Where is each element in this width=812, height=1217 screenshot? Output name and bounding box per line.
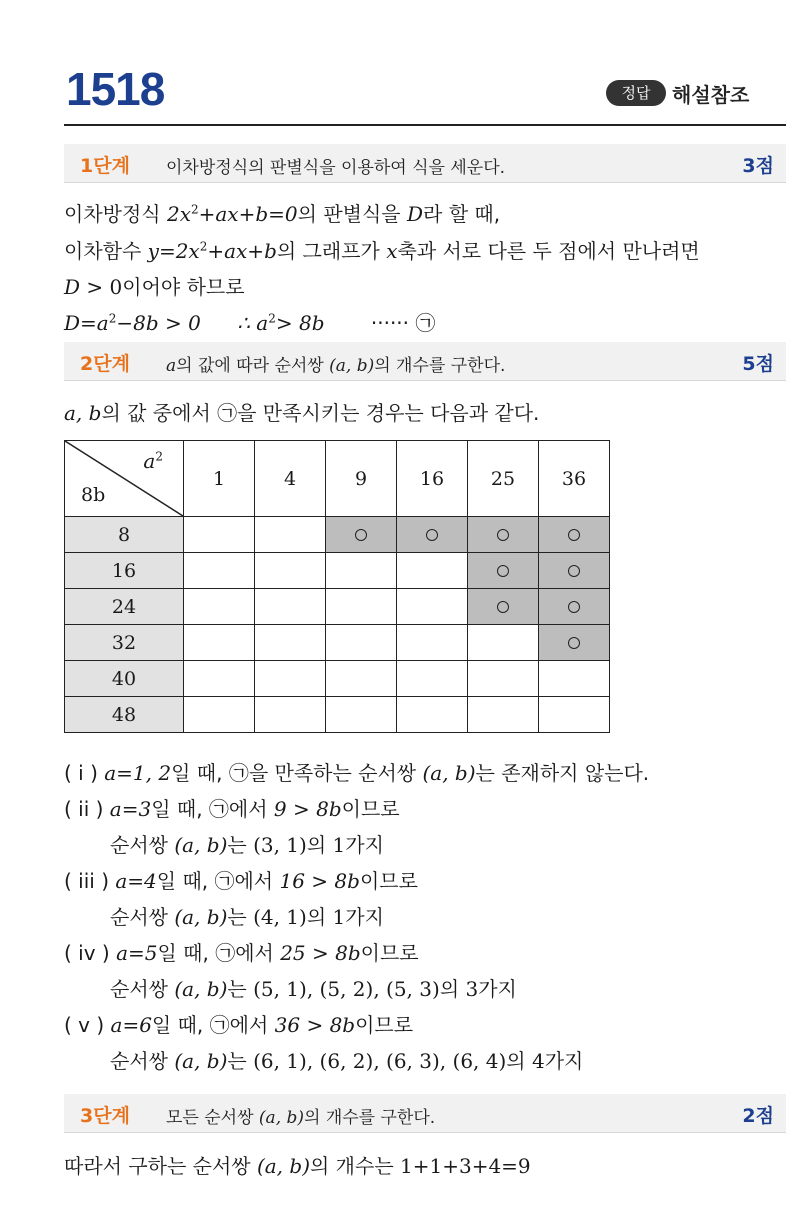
table-body <box>65 517 610 733</box>
satisfied-cell <box>539 625 610 661</box>
case-3-result: 순서쌍 (a, b)는 (4, 1)의 1가지 <box>110 905 384 929</box>
step2-title: a의 값에 따라 순서쌍 (a, b)의 개수를 구한다. <box>166 356 506 376</box>
satisfied-cell <box>397 517 468 553</box>
step1-line3: D > 0이어야 하므로 <box>64 275 245 299</box>
column-header: 9 <box>326 441 397 517</box>
row-header: 40 <box>65 661 184 697</box>
row-header: 48 <box>65 697 184 733</box>
table-cell <box>184 625 255 661</box>
column-header: 36 <box>539 441 610 517</box>
row-header: 32 <box>65 625 184 661</box>
step3-title: 모든 순서쌍 (a, b)의 개수를 구한다. <box>166 1108 436 1128</box>
table-cell <box>468 625 539 661</box>
table-row <box>65 661 610 697</box>
case-2-result: 순서쌍 (a, b)는 (3, 1)의 1가지 <box>110 833 384 857</box>
table-cell <box>184 697 255 733</box>
table-corner <box>65 441 184 517</box>
circle-mark-icon <box>568 601 580 613</box>
step3-label: 3단계 <box>80 1105 130 1127</box>
table-row <box>65 625 610 661</box>
table-cell <box>326 661 397 697</box>
row-header: 16 <box>65 553 184 589</box>
table-cell <box>397 553 468 589</box>
column-header: 16 <box>397 441 468 517</box>
table-cell <box>255 517 326 553</box>
circle-mark-icon <box>497 529 509 541</box>
table-cell <box>326 697 397 733</box>
table-cell <box>255 697 326 733</box>
table-cell <box>539 661 610 697</box>
table-cell <box>326 589 397 625</box>
comparison-table <box>64 440 610 733</box>
table-cell <box>255 589 326 625</box>
table-cell <box>326 553 397 589</box>
case-3: ( iii ) a=4일 때, ㉠에서 16 > 8b이므로 <box>64 869 418 893</box>
case-5-result: 순서쌍 (a, b)는 (6, 1), (6, 2), (6, 3), (6, 4)의 4가지 <box>110 1049 584 1073</box>
satisfied-cell <box>539 589 610 625</box>
table-cell <box>184 661 255 697</box>
answer-reference: 해설참조 <box>672 83 750 107</box>
problem-number: 1518 <box>66 63 165 115</box>
table-cell <box>397 661 468 697</box>
table-cell <box>184 589 255 625</box>
table-cell <box>326 625 397 661</box>
table-cell <box>539 697 610 733</box>
table-cell <box>255 661 326 697</box>
final-answer: 따라서 구하는 순서쌍 (a, b)의 개수는 1+1+3+4=9 <box>64 1154 531 1178</box>
table-cell <box>255 553 326 589</box>
step1-bar <box>64 144 786 183</box>
step2-label: 2단계 <box>80 353 130 375</box>
step1-line4: $D=a^2-8b > 0$ ∴ $a^2> 8b$ ······ ㉠ <box>64 311 436 335</box>
table-cell <box>184 553 255 589</box>
circle-mark-icon <box>568 637 580 649</box>
step3-bar <box>64 1094 786 1133</box>
table-row <box>65 517 610 553</box>
column-header: 25 <box>468 441 539 517</box>
circle-mark-icon <box>355 529 367 541</box>
table-cell <box>184 517 255 553</box>
satisfied-cell <box>468 517 539 553</box>
table-cell <box>397 697 468 733</box>
table-cell <box>397 625 468 661</box>
case-2: ( ii ) a=3일 때, ㉠에서 9 > 8b이므로 <box>64 797 400 821</box>
table-row <box>65 589 610 625</box>
circle-mark-icon <box>497 565 509 577</box>
step1-line1: 이차방정식 $2x^2+ax+b=0$의 판별식을 D라 할 때, <box>64 202 501 226</box>
column-header: 1 <box>184 441 255 517</box>
step1-title: 이차방정식의 판별식을 이용하여 식을 세운다. <box>166 158 506 178</box>
table-row <box>65 697 610 733</box>
satisfied-cell <box>326 517 397 553</box>
step3-points: 2점 <box>742 1105 774 1127</box>
column-header: 4 <box>255 441 326 517</box>
satisfied-cell <box>539 517 610 553</box>
table-cell <box>255 625 326 661</box>
table-header-row <box>65 441 610 517</box>
row-header: 24 <box>65 589 184 625</box>
step2-points: 5점 <box>742 353 774 375</box>
circle-mark-icon <box>568 565 580 577</box>
step1-line2: 이차함수 $y=2x^2+ax+b$의 그래프가 x축과 서로 다른 두 점에서 만나려면 <box>64 239 700 263</box>
satisfied-cell <box>468 553 539 589</box>
step2-bar <box>64 342 786 381</box>
table-cell <box>468 661 539 697</box>
step1-label: 1단계 <box>80 155 130 177</box>
circle-mark-icon <box>568 529 580 541</box>
answer-badge: 정답 <box>606 80 666 106</box>
corner-bottom-label: 8b <box>81 484 106 506</box>
case-1: ( i ) a=1, 2일 때, ㉠을 만족하는 순서쌍 (a, b)는 존재하지 않는다. <box>64 761 650 785</box>
corner-top-label: $a^2$ <box>143 449 163 473</box>
circle-mark-icon <box>497 601 509 613</box>
step2-intro: a, b의 값 중에서 ㉠을 만족시키는 경우는 다음과 같다. <box>64 401 540 425</box>
circle-mark-icon <box>426 529 438 541</box>
table-cell <box>397 589 468 625</box>
case-4: ( iv ) a=5일 때, ㉠에서 25 > 8b이므로 <box>64 941 419 965</box>
satisfied-cell <box>468 589 539 625</box>
row-header: 8 <box>65 517 184 553</box>
satisfied-cell <box>539 553 610 589</box>
case-4-result: 순서쌍 (a, b)는 (5, 1), (5, 2), (5, 3)의 3가지 <box>110 977 517 1001</box>
table-cell <box>468 697 539 733</box>
step1-points: 3점 <box>742 155 774 177</box>
header-rule <box>64 124 786 126</box>
table-row <box>65 553 610 589</box>
case-5: ( v ) a=6일 때, ㉠에서 36 > 8b이므로 <box>64 1013 414 1037</box>
